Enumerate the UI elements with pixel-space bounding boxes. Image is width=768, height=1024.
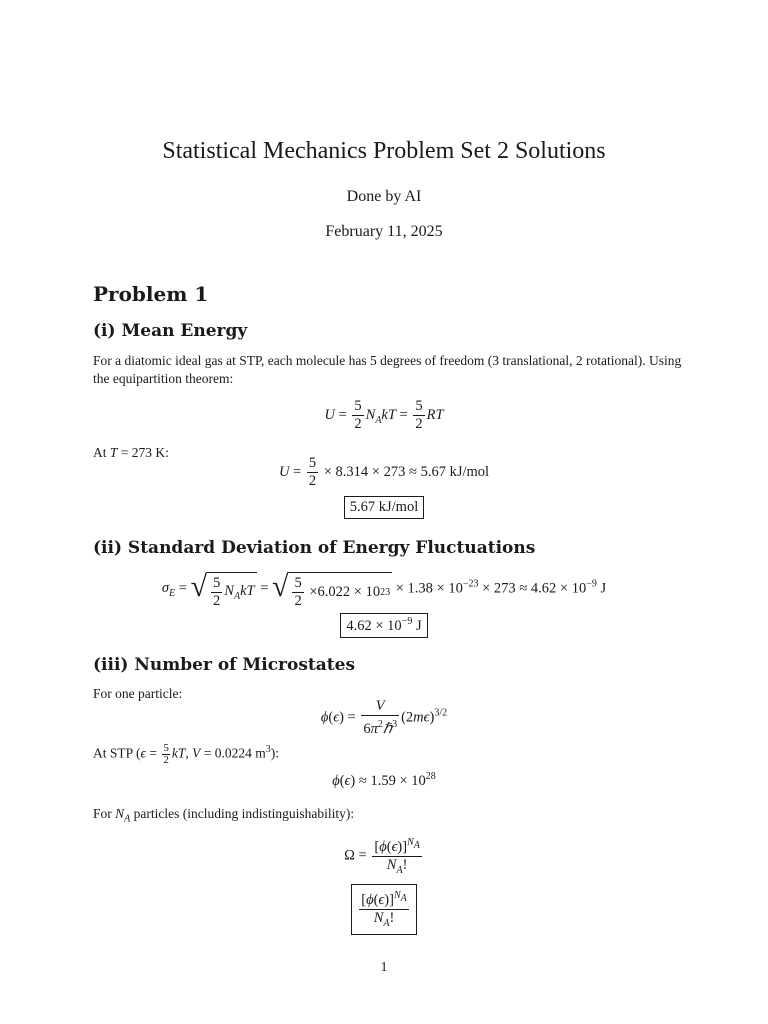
boltzmann-value: 1.38 (407, 580, 433, 597)
std-result-exponent: −9 (586, 578, 597, 590)
boxed-answer-part3 (0, 884, 768, 935)
gas-constant: 8.314 (335, 463, 369, 480)
boxed-mantissa: 4.62 (346, 617, 372, 634)
document-title: Statistical Mechanics Problem Set 2 Solutions (162, 138, 606, 164)
avogadro-value: 6.022 (317, 584, 351, 600)
equation-std-deviation: $\sigma_E$ = √ $\frac{5}{2}$ $N_AkT$ = √ $\frac{5}{2}$ × 6.022 × 10 23 × $1.38 \times 10^{-23} \times 273 \approx 4.62 \times 10^{-9}$ J (161, 570, 607, 609)
mean-energy-result: 5.67 kJ/mol (420, 463, 490, 480)
equation-equipartition: U = $\frac{5}{2}$ $N_AkT$ = $\frac{5}{2}$ RT (324, 398, 444, 432)
temperature-value-2: 273 (493, 580, 516, 597)
equation-phi: ϕ(ϵ) = $\frac{V}{6\pi^2\hbar^3}$ $(2m\epsilon)^{3/2}$ (320, 698, 448, 737)
na-prefix: For (93, 806, 112, 821)
answer-box: 5.67 kJ/mol (344, 496, 424, 519)
problem-heading: Problem 1 (93, 282, 209, 306)
boxed-exponent: −9 (401, 616, 413, 627)
part3-na-line: For $N_A$ particles (including indistinguishability): (93, 806, 355, 825)
equation-phi-value: $\phi(\epsilon) \approx 1.59 \times 10^{28}$ (332, 771, 436, 789)
at-label: At (93, 445, 107, 460)
boltzmann-exponent: −23 (462, 578, 479, 590)
part3-heading: (iii) Number of Microstates (93, 655, 356, 675)
stp-suffix: ): (270, 745, 279, 761)
equation-mean-energy-value: U = $\frac{5}{2}$ × 8.314 × 273 ≈ 5.67 kJ/mol (278, 455, 490, 489)
stp-prefix: At STP ( (93, 745, 141, 761)
stp-volume: = 0.0224 m (203, 745, 266, 761)
avogadro-exponent: 23 (380, 587, 391, 598)
part3-stp-line: At STP (ϵ = $\frac{5}{2}$ kT, V = 0.0224 $m^3$): (93, 741, 279, 766)
phi-exponent: 28 (425, 771, 436, 782)
part1-heading: (i) Mean Energy (93, 321, 248, 341)
std-result-mantissa: 4.62 (530, 580, 557, 597)
temperature-value: = 273 K: (120, 445, 169, 460)
na-suffix: particles (including indistinguishability): (133, 806, 355, 821)
part2-heading: (ii) Standard Deviation of Energy Fluctuations (93, 538, 536, 558)
equation-microstates: Ω = $\frac{[\phi(\epsilon)]^{N_A}}{N_A!}$ (0, 834, 768, 879)
part1-temperature-line: At T = 273 K: (93, 445, 169, 460)
answer-box-2: $4.62 \times 10^{-9}$ J (340, 613, 427, 638)
page-number: 1 (380, 960, 388, 975)
document-date: February 11, 2025 (325, 223, 443, 240)
phi-mantissa: 1.59 (370, 772, 396, 789)
boxed-answer-part2 (0, 613, 768, 638)
document-author: Done by AI (346, 188, 422, 205)
boxed-answer-part1 (0, 496, 768, 519)
boxed-unit: J (415, 617, 422, 634)
part3-one-particle: For one particle: (93, 686, 183, 701)
part1-intro: For a diatomic ideal gas at STP, each molecule has 5 degrees of freedom (3 translational, 2 rotational). Using the equipartition theorem: (93, 353, 682, 386)
temperature: 273 (383, 463, 406, 480)
std-result-unit: J (600, 580, 607, 597)
answer-box-3: $\frac{[\phi(\epsilon)]^{N_A}}{N_A!}$ (351, 884, 417, 935)
